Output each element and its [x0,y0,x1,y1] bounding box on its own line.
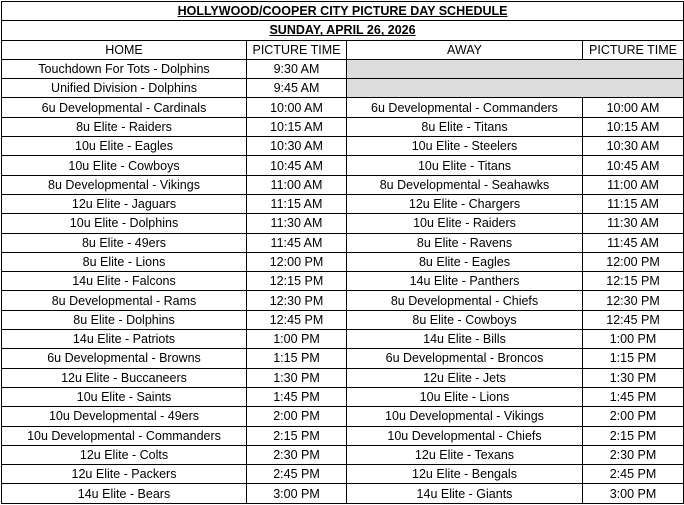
away-time-cell[interactable]: 11:15 AM [583,194,684,213]
home-team-cell[interactable]: 6u Developmental - Browns [2,349,247,368]
home-time-cell[interactable]: 11:30 AM [247,214,347,233]
home-team-cell[interactable]: 8u Elite - Lions [2,252,247,271]
away-team-cell[interactable]: 8u Elite - Cowboys [347,310,583,329]
home-team-cell[interactable]: 8u Developmental - Rams [2,291,247,310]
away-team-cell[interactable]: 12u Elite - Jets [347,368,583,387]
away-time-cell[interactable]: 2:00 PM [583,407,684,426]
home-team-cell[interactable]: 14u Elite - Patriots [2,330,247,349]
home-time-cell[interactable]: 12:45 PM [247,310,347,329]
home-time-cell[interactable]: 12:00 PM [247,252,347,271]
home-team-cell[interactable]: 12u Elite - Buccaneers [2,368,247,387]
away-team-cell[interactable]: 14u Elite - Panthers [347,272,583,291]
home-time-cell[interactable]: 2:00 PM [247,407,347,426]
away-time-cell[interactable]: 10:30 AM [583,137,684,156]
title-row [2,2,684,21]
header-away-time[interactable]: PICTURE TIME [583,40,684,59]
schedule-date[interactable]: SUNDAY, APRIL 26, 2026 [2,21,684,40]
home-team-cell[interactable]: 10u Elite - Saints [2,387,247,406]
away-time-cell[interactable]: 11:45 AM [583,233,684,252]
home-time-cell[interactable]: 1:45 PM [247,387,347,406]
home-team-cell[interactable]: Touchdown For Tots - Dolphins [2,59,247,78]
schedule-row [2,291,684,310]
home-team-cell[interactable]: 12u Elite - Colts [2,445,247,464]
away-time-cell[interactable]: 1:30 PM [583,368,684,387]
home-time-cell[interactable]: 1:15 PM [247,349,347,368]
schedule-row [2,79,684,98]
away-time-cell[interactable]: 10:00 AM [583,98,684,117]
home-time-cell[interactable]: 12:15 PM [247,272,347,291]
header-home[interactable]: HOME [2,40,247,59]
schedule-row [2,349,684,368]
away-time-cell[interactable]: 11:00 AM [583,175,684,194]
away-time-cell[interactable]: 3:00 PM [583,484,684,503]
away-team-cell[interactable]: 10u Developmental - Vikings [347,407,583,426]
away-team-cell[interactable]: 8u Elite - Titans [347,117,583,136]
schedule-row [2,484,684,503]
away-time-cell[interactable]: 1:45 PM [583,387,684,406]
home-time-cell[interactable]: 10:30 AM [247,137,347,156]
schedule-row [2,117,684,136]
home-time-cell[interactable]: 11:00 AM [247,175,347,194]
schedule-row [2,137,684,156]
schedule-row [2,214,684,233]
home-time-cell[interactable]: 10:15 AM [247,117,347,136]
home-time-cell[interactable]: 9:30 AM [247,59,347,78]
schedule-title[interactable]: HOLLYWOOD/COOPER CITY PICTURE DAY SCHEDULE [2,2,684,21]
home-time-cell[interactable]: 2:15 PM [247,426,347,445]
home-team-cell[interactable]: 8u Developmental - Vikings [2,175,247,194]
away-time-cell[interactable]: 11:30 AM [583,214,684,233]
date-row [2,21,684,40]
away-team-cell[interactable]: 10u Elite - Raiders [347,214,583,233]
schedule-table [1,1,684,504]
home-team-cell[interactable]: 8u Elite - Dolphins [2,310,247,329]
home-team-cell[interactable]: 12u Elite - Packers [2,465,247,484]
schedule-row [2,233,684,252]
away-team-cell[interactable]: 8u Elite - Eagles [347,252,583,271]
home-time-cell[interactable]: 2:30 PM [247,445,347,464]
empty-away-cell[interactable] [347,79,684,98]
away-team-cell[interactable]: 14u Elite - Giants [347,484,583,503]
schedule-row [2,387,684,406]
away-team-cell[interactable]: 8u Developmental - Chiefs [347,291,583,310]
home-time-cell[interactable]: 10:00 AM [247,98,347,117]
away-time-cell[interactable]: 12:00 PM [583,252,684,271]
schedule-row [2,368,684,387]
schedule-row [2,59,684,78]
header-row [2,40,684,59]
away-team-cell[interactable]: 10u Developmental - Chiefs [347,426,583,445]
home-team-cell[interactable]: 10u Developmental - Commanders [2,426,247,445]
away-team-cell[interactable]: 10u Elite - Lions [347,387,583,406]
away-time-cell[interactable]: 1:00 PM [583,330,684,349]
away-team-cell[interactable]: 12u Elite - Chargers [347,194,583,213]
schedule-row [2,98,684,117]
home-team-cell[interactable]: 6u Developmental - Cardinals [2,98,247,117]
schedule-row [2,194,684,213]
away-time-cell[interactable]: 1:15 PM [583,349,684,368]
home-time-cell[interactable]: 9:45 AM [247,79,347,98]
away-team-cell[interactable]: 8u Developmental - Seahawks [347,175,583,194]
home-time-cell[interactable]: 2:45 PM [247,465,347,484]
away-team-cell[interactable]: 12u Elite - Texans [347,445,583,464]
home-time-cell[interactable]: 12:30 PM [247,291,347,310]
schedule-row [2,445,684,464]
schedule-row [2,252,684,271]
schedule-body [2,2,684,504]
schedule-row [2,407,684,426]
away-time-cell[interactable]: 12:30 PM [583,291,684,310]
away-time-cell[interactable]: 2:15 PM [583,426,684,445]
away-team-cell[interactable]: 14u Elite - Bills [347,330,583,349]
schedule-row [2,465,684,484]
schedule-row [2,310,684,329]
home-team-cell[interactable]: 14u Elite - Bears [2,484,247,503]
home-time-cell[interactable]: 10:45 AM [247,156,347,175]
home-time-cell[interactable]: 1:00 PM [247,330,347,349]
away-time-cell[interactable]: 12:45 PM [583,310,684,329]
schedule-row [2,156,684,175]
schedule-row [2,426,684,445]
schedule-row [2,175,684,194]
header-away[interactable]: AWAY [347,40,583,59]
away-time-cell[interactable]: 12:15 PM [583,272,684,291]
home-time-cell[interactable]: 11:45 AM [247,233,347,252]
away-time-cell[interactable]: 10:45 AM [583,156,684,175]
home-team-cell[interactable]: 8u Elite - 49ers [2,233,247,252]
away-time-cell[interactable]: 10:15 AM [583,117,684,136]
away-time-cell[interactable]: 2:30 PM [583,445,684,464]
home-team-cell[interactable]: 10u Elite - Eagles [2,137,247,156]
home-time-cell[interactable]: 1:30 PM [247,368,347,387]
away-team-cell[interactable]: 6u Developmental - Commanders [347,98,583,117]
header-home-time[interactable]: PICTURE TIME [247,40,347,59]
home-team-cell[interactable]: 10u Developmental - 49ers [2,407,247,426]
away-team-cell[interactable]: 12u Elite - Bengals [347,465,583,484]
empty-away-cell[interactable] [347,59,684,78]
away-team-cell[interactable]: 10u Elite - Titans [347,156,583,175]
home-team-cell[interactable]: 12u Elite - Jaguars [2,194,247,213]
home-team-cell[interactable]: 10u Elite - Dolphins [2,214,247,233]
away-team-cell[interactable]: 6u Developmental - Broncos [347,349,583,368]
home-time-cell[interactable]: 3:00 PM [247,484,347,503]
away-time-cell[interactable]: 2:45 PM [583,465,684,484]
schedule-row [2,330,684,349]
home-time-cell[interactable]: 11:15 AM [247,194,347,213]
away-team-cell[interactable]: 8u Elite - Ravens [347,233,583,252]
home-team-cell[interactable]: 8u Elite - Raiders [2,117,247,136]
home-team-cell[interactable]: 10u Elite - Cowboys [2,156,247,175]
home-team-cell[interactable]: 14u Elite - Falcons [2,272,247,291]
away-team-cell[interactable]: 10u Elite - Steelers [347,137,583,156]
home-team-cell[interactable]: Unified Division - Dolphins [2,79,247,98]
schedule-row [2,272,684,291]
